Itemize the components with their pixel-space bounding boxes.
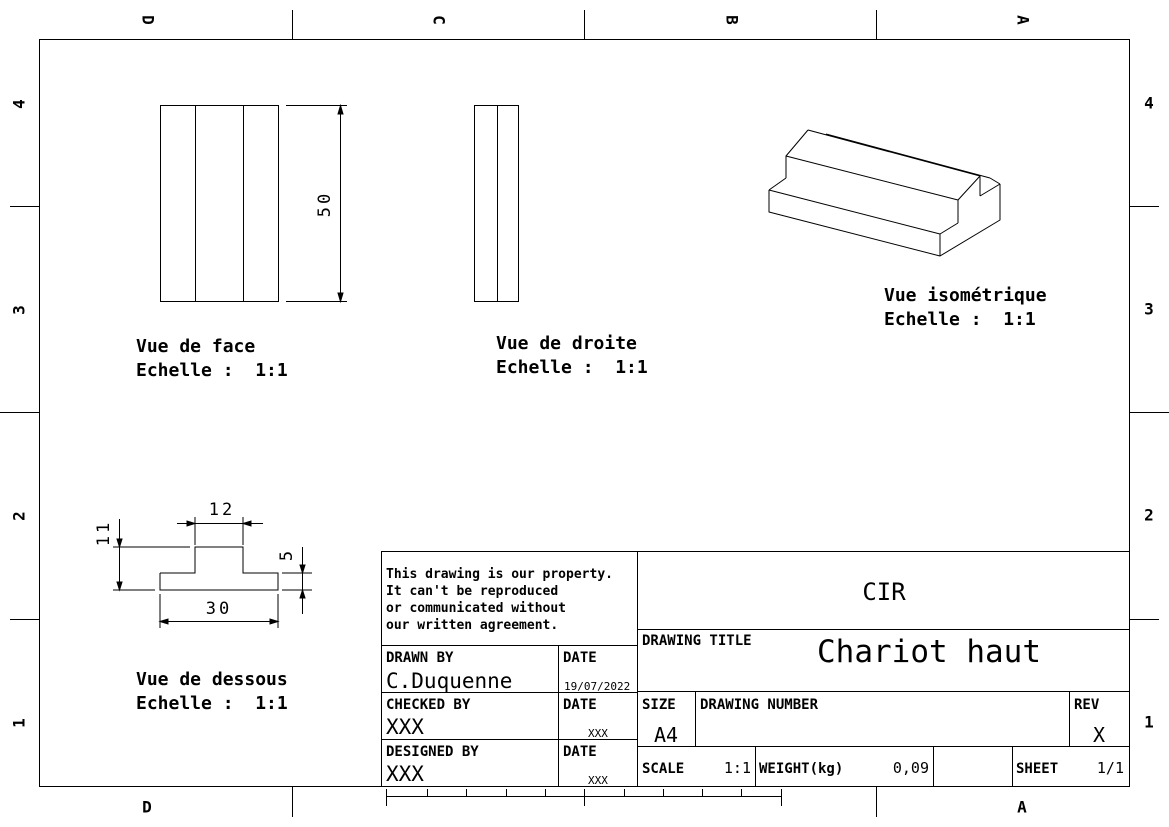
designed-by-label: DESIGNED BY	[386, 744, 479, 760]
zone-col-bottom-a: A	[1017, 797, 1027, 817]
checked-date-label: DATE	[563, 697, 597, 713]
isometric-view-title: Vue isométrique	[884, 285, 1047, 306]
front-view-scale: Echelle : 1:1	[136, 360, 288, 381]
drawn-date-value: 19/07/2022	[564, 680, 631, 693]
zone-row-right-4: 4	[1144, 93, 1154, 113]
weight-label: WEIGHT(kg)	[759, 761, 844, 777]
zone-row-left-2: 2	[9, 511, 29, 521]
size-label: SIZE	[642, 697, 676, 713]
bottom-view-title: Vue de dessous	[136, 669, 288, 690]
front-view-dim-height: 50	[315, 190, 335, 218]
sheet-value: 1/1	[1096, 759, 1124, 777]
zone-col-bottom-d: D	[142, 797, 152, 817]
property-notice-line-4: our written agreement.	[386, 618, 559, 633]
isometric-view	[769, 130, 1000, 256]
sheet-label: SHEET	[1016, 761, 1059, 777]
zone-row-left-3: 3	[9, 305, 29, 315]
drawn-by-value: C.Duquenne	[386, 669, 513, 693]
property-notice-line-2: It can't be reproduced	[386, 584, 559, 599]
bottom-view-dim-step: 5	[277, 550, 297, 562]
bottom-view-dim-left: 11	[94, 519, 114, 547]
rev-label: REV	[1074, 697, 1100, 713]
scale-label: SCALE	[642, 761, 685, 777]
zone-col-top-a: A	[1013, 15, 1033, 25]
right-view	[475, 106, 519, 302]
drawn-by-label: DRAWN BY	[386, 650, 454, 666]
checked-date-value: XXX	[588, 727, 608, 740]
zone-row-right-1: 1	[1144, 712, 1154, 732]
drawing-title: Chariot haut	[817, 634, 1041, 670]
zone-row-right-3: 3	[1144, 299, 1154, 319]
zone-col-top-d: D	[138, 15, 158, 25]
zone-row-left-1: 1	[9, 718, 29, 728]
checked-by-label: CHECKED BY	[386, 697, 471, 713]
zone-row-left-4: 4	[9, 99, 29, 109]
scale-value: 1:1	[723, 759, 751, 777]
bottom-view-scale: Echelle : 1:1	[136, 693, 288, 714]
right-view-title: Vue de droite	[496, 333, 637, 354]
isometric-view-scale: Echelle : 1:1	[884, 309, 1036, 330]
company-name: CIR	[862, 578, 906, 606]
property-notice-line-3: or communicated without	[386, 601, 567, 616]
drawing-number-label: DRAWING NUMBER	[700, 697, 819, 713]
designed-date-label: DATE	[563, 744, 597, 760]
drawn-date-label: DATE	[563, 650, 597, 666]
designed-by-value: XXX	[386, 762, 424, 786]
bottom-view-dim-total: 30	[205, 599, 233, 619]
designed-date-value: XXX	[588, 774, 608, 787]
zone-col-top-c: C	[429, 15, 449, 25]
drawing-title-label: DRAWING TITLE	[642, 633, 752, 649]
zone-col-top-b: B	[722, 15, 742, 25]
front-view-title: Vue de face	[136, 336, 256, 357]
property-notice-line-1: This drawing is our property.	[386, 567, 613, 582]
right-view-scale: Echelle : 1:1	[496, 357, 648, 378]
size-value: A4	[653, 723, 679, 747]
rev-value: X	[1092, 723, 1106, 747]
reference-scale-bar	[387, 789, 782, 806]
bottom-view-dim-top: 12	[208, 500, 236, 520]
zone-row-right-2: 2	[1144, 505, 1154, 525]
weight-value: 0,09	[892, 759, 929, 777]
checked-by-value: XXX	[386, 715, 424, 739]
